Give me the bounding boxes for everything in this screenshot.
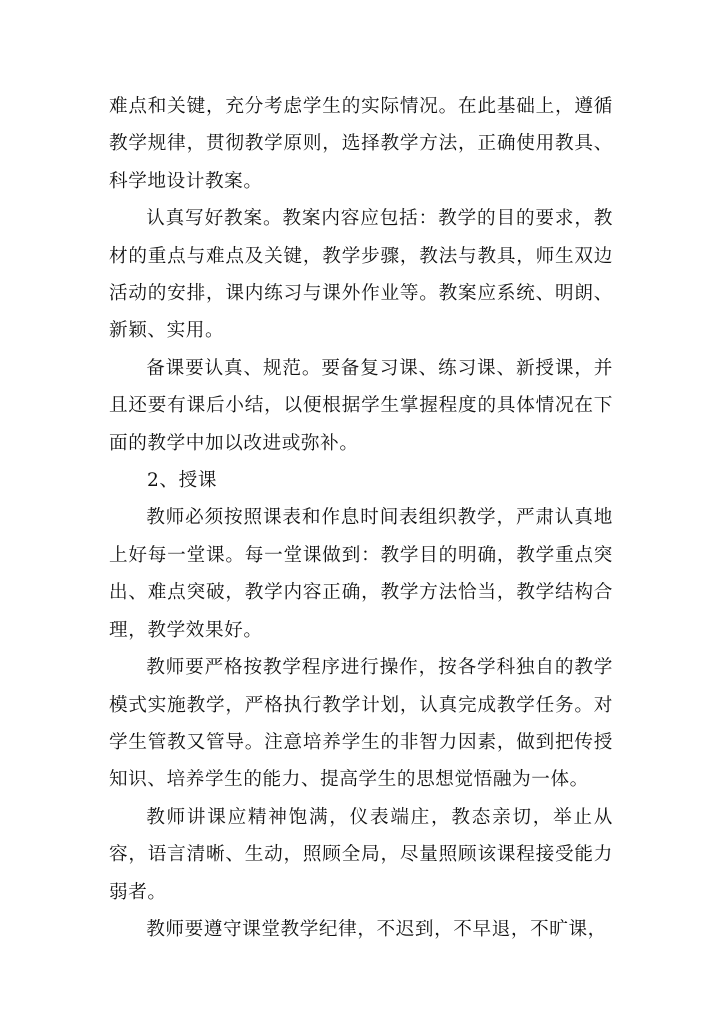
paragraph-schedule: 教师必须按照课表和作息时间表组织教学，严肃认真地上好每一堂课。每一堂课做到：教学目的明确，教学重点突出、难点突破，教学内容正确，教学方法恰当，教学结构合理，教学效果好。 xyxy=(109,507,613,641)
paragraph-lecture-style: 教师讲课应精神饱满，仪表端庄，教态亲切，举止从容，语言清晰、生动，照顾全局，尽量照顾该课程接受能力弱者。 xyxy=(109,806,613,903)
paragraph-discipline: 教师要遵守课堂教学纪律，不迟到，不早退，不旷课， xyxy=(146,918,607,940)
section-heading-teaching: 2、授课 xyxy=(147,470,218,492)
document-body xyxy=(109,88,613,948)
paragraph-preparation: 备课要认真、规范。要备复习课、练习课、新授课，并且还要有课后小结，以便根据学生掌握程度的具体情况在下面的教学中加以改进或弥补。 xyxy=(109,357,613,454)
paragraph-procedure: 教师要严格按教学程序进行操作，按各学科独自的教学模式实施教学，严格执行教学计划，认真完成教学任务。对学生管教又管导。注意培养学生的非智力因素，做到把传授知识、培养学生的能力、提高学生的思想觉悟融为一体。 xyxy=(109,657,613,791)
paragraph-lesson-plan: 认真写好教案。教案内容应包括：教学的目的要求，教材的重点与难点及关键，教学步骤，教法与教具，师生双边活动的安排，课内练习与课外作业等。教案应系统、明朗、新颖、实用。 xyxy=(109,208,613,342)
paragraph-continuation: 难点和关键，充分考虑学生的实际情况。在此基础上，遵循教学规律，贯彻教学原则，选择教学方法，正确使用教具、科学地设计教案。 xyxy=(109,96,613,192)
